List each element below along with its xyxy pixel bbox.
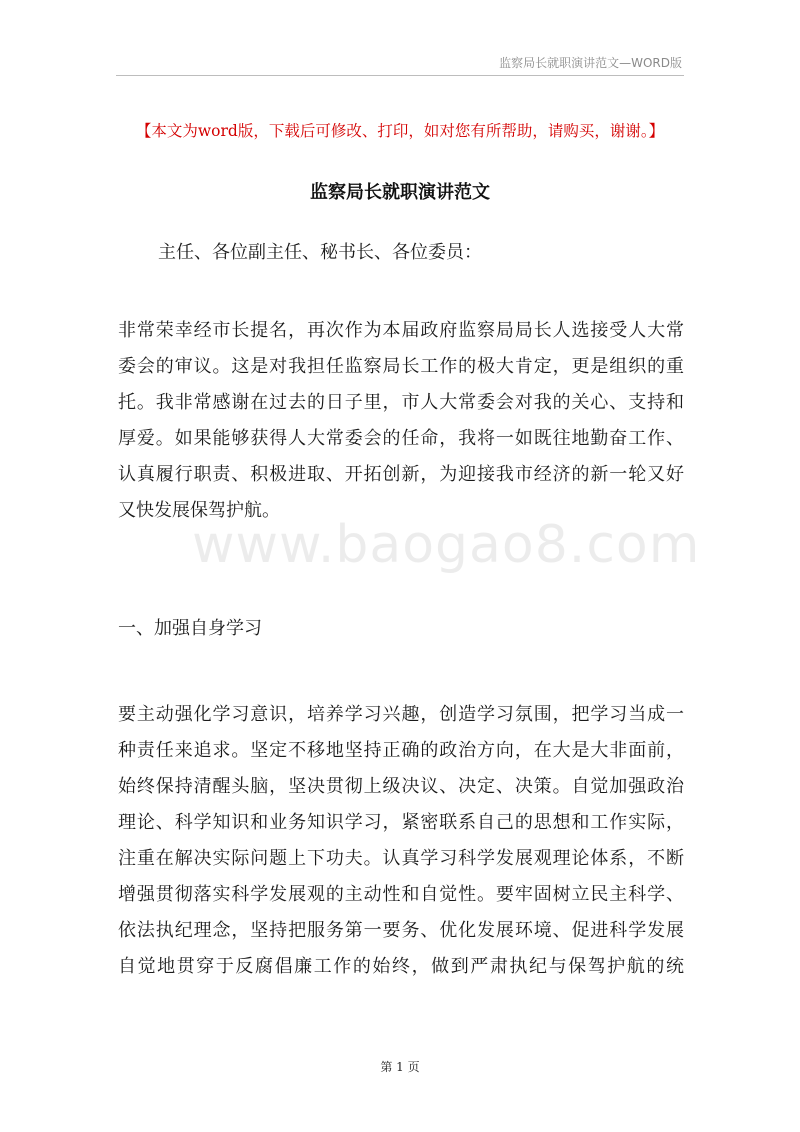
text-line: 厚爱。如果能够获得人大常委会的任命，我将一如既往地勤奋工作、 — [118, 428, 684, 449]
text-line: 始终保持清醒头脑，坚决贯彻上级决议、决定、决策。自觉加强政治 — [118, 776, 684, 797]
text-line: 注重在解决实际问题上下功夫。认真学习科学发展观理论体系，不断 — [118, 848, 684, 869]
paragraph-study — [118, 697, 684, 985]
text-line: 托。我非常感谢在过去的日子里，市人大常委会对我的关心、支持和 — [118, 392, 684, 413]
text-line: 非常荣幸经市长提名，再次作为本届政府监察局局长人选接受人大常 — [118, 320, 684, 341]
page-number: 第 1 页 — [380, 1060, 420, 1074]
section-heading-1: 一、加强自身学习 — [118, 618, 262, 639]
text-line: 增强贯彻落实科学发展观的主动性和自觉性。要牢固树立民主科学、 — [118, 884, 684, 905]
running-header-title: 监察局长就职演讲范文—WORD版 — [499, 56, 682, 70]
text-line: 自觉地贯穿于反腐倡廉工作的始终，做到严肃执纪与保驾护航的统 — [118, 956, 684, 977]
header-divider — [116, 75, 684, 76]
salutation: 主任、各位副主任、秘书长、各位委员： — [158, 242, 482, 263]
text-line: 认真履行职责、积极进取、开拓创新，为迎接我市经济的新一轮又好 — [118, 464, 684, 485]
text-line: 又快发展保驾护航。 — [118, 500, 280, 521]
text-line: 种责任来追求。坚定不移地坚持正确的政治方向，在大是大非面前， — [118, 740, 684, 761]
document-title: 监察局长就职演讲范文 — [310, 182, 490, 203]
text-line: 依法执纪理念，坚持把服务第一要务、优化发展环境、促进科学发展 — [118, 920, 684, 941]
paragraph-intro — [118, 313, 684, 529]
text-line: 理论、科学知识和业务知识学习，紧密联系自己的思想和工作实际， — [118, 812, 684, 833]
purchase-notice: 【本文为word版，下载后可修改、打印，如对您有所帮助，请购买，谢谢。】 — [135, 122, 665, 140]
text-line: 要主动强化学习意识，培养学习兴趣，创造学习氛围，把学习当成一 — [118, 704, 684, 725]
watermark-text: www.baogao8.com — [192, 515, 701, 575]
text-line: 委会的审议。这是对我担任监察局长工作的极大肯定，更是组织的重 — [118, 356, 684, 377]
